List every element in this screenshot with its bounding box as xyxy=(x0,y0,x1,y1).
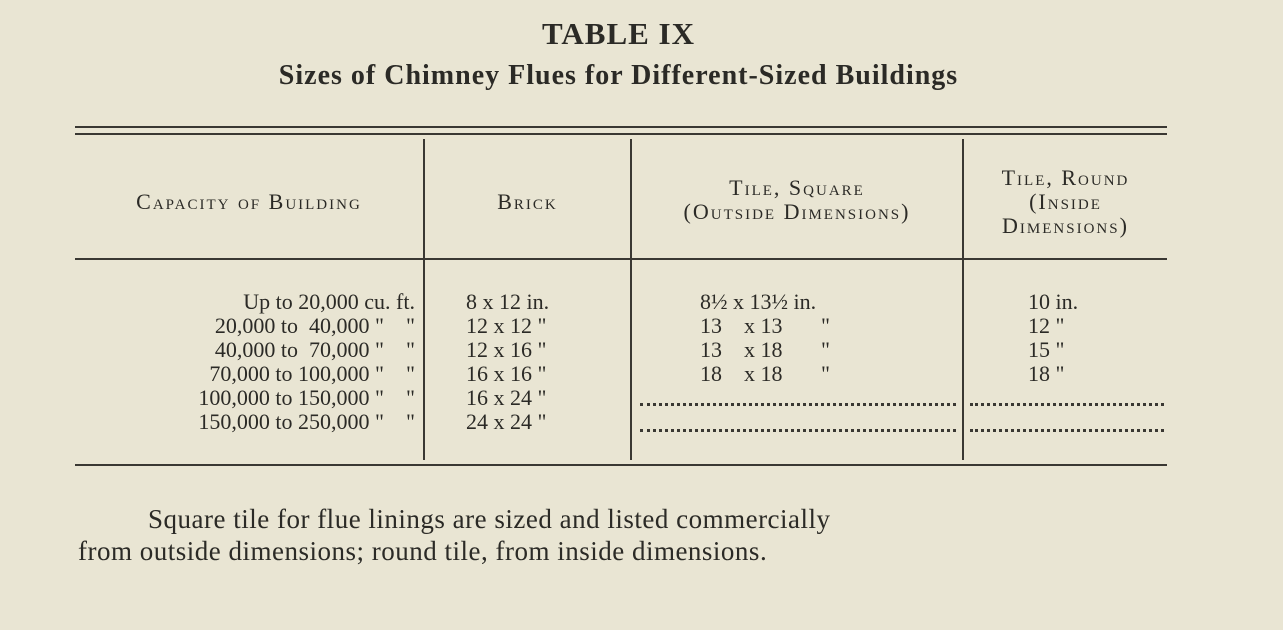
brick-cell: 8 x 12 in. xyxy=(466,289,550,314)
tile-round-cell: 15 " xyxy=(1028,337,1065,362)
leader-dots xyxy=(640,429,956,432)
brick-cell: 16 x 24 " xyxy=(466,385,547,410)
header-capacity: Capacity of Building xyxy=(136,189,362,214)
tile-square-cell: 8½ x 13½ in. xyxy=(700,289,817,314)
tile-round-cell: 10 in. xyxy=(1028,289,1079,314)
capacity-cell: 100,000 to 150,000 " " xyxy=(198,385,415,410)
table-subtitle: Sizes of Chimney Flues for Different-Sized Buildings xyxy=(278,60,959,91)
capacity-cell: 20,000 to 40,000 " " xyxy=(214,313,415,338)
tile-square-cell: 18 x 18 " xyxy=(700,361,830,386)
tile-square-cell: 13 x 13 " xyxy=(700,313,830,338)
tile-square-cell: 13 x 18 " xyxy=(700,337,830,362)
header-tile-square-line1: Tile, Square xyxy=(729,175,865,200)
header-tile-round-line1: Tile, Round xyxy=(1001,165,1130,190)
capacity-cell: Up to 20,000 cu. ft. xyxy=(243,289,415,314)
capacity-cell: 40,000 to 70,000 " " xyxy=(214,337,415,362)
table-title: TABLE IX xyxy=(542,16,695,51)
tile-round-cell: 12 " xyxy=(1028,313,1065,338)
capacity-cell: 70,000 to 100,000 " " xyxy=(209,361,415,386)
brick-cell: 12 x 12 " xyxy=(466,313,547,338)
brick-cell: 12 x 16 " xyxy=(466,337,547,362)
header-rule xyxy=(75,258,1167,260)
header-tile-round-line3: Dimensions) xyxy=(1002,213,1129,238)
brick-cell: 24 x 24 " xyxy=(466,409,547,434)
footnote-paragraph xyxy=(78,503,1168,567)
brick-cell: 16 x 16 " xyxy=(466,361,547,386)
top-rule-double xyxy=(75,133,1167,135)
header-tile-round-line2: (Inside xyxy=(1029,189,1102,214)
leader-dots xyxy=(970,403,1164,406)
leader-dots xyxy=(970,429,1164,432)
top-rule xyxy=(75,126,1167,128)
leader-dots xyxy=(640,403,956,406)
bottom-rule xyxy=(75,464,1167,466)
capacity-cell: 150,000 to 250,000 " " xyxy=(198,409,415,434)
tile-round-cell: 18 " xyxy=(1028,361,1065,386)
header-tile-square-line2: (Outside Dimensions) xyxy=(683,199,911,224)
column-divider xyxy=(423,139,425,460)
footnote-line: from outside dimensions; round tile, from inside dimensions. xyxy=(78,536,768,566)
footnote-line: Square tile for flue linings are sized and listed commercially xyxy=(148,504,831,534)
header-brick: Brick xyxy=(497,189,558,214)
